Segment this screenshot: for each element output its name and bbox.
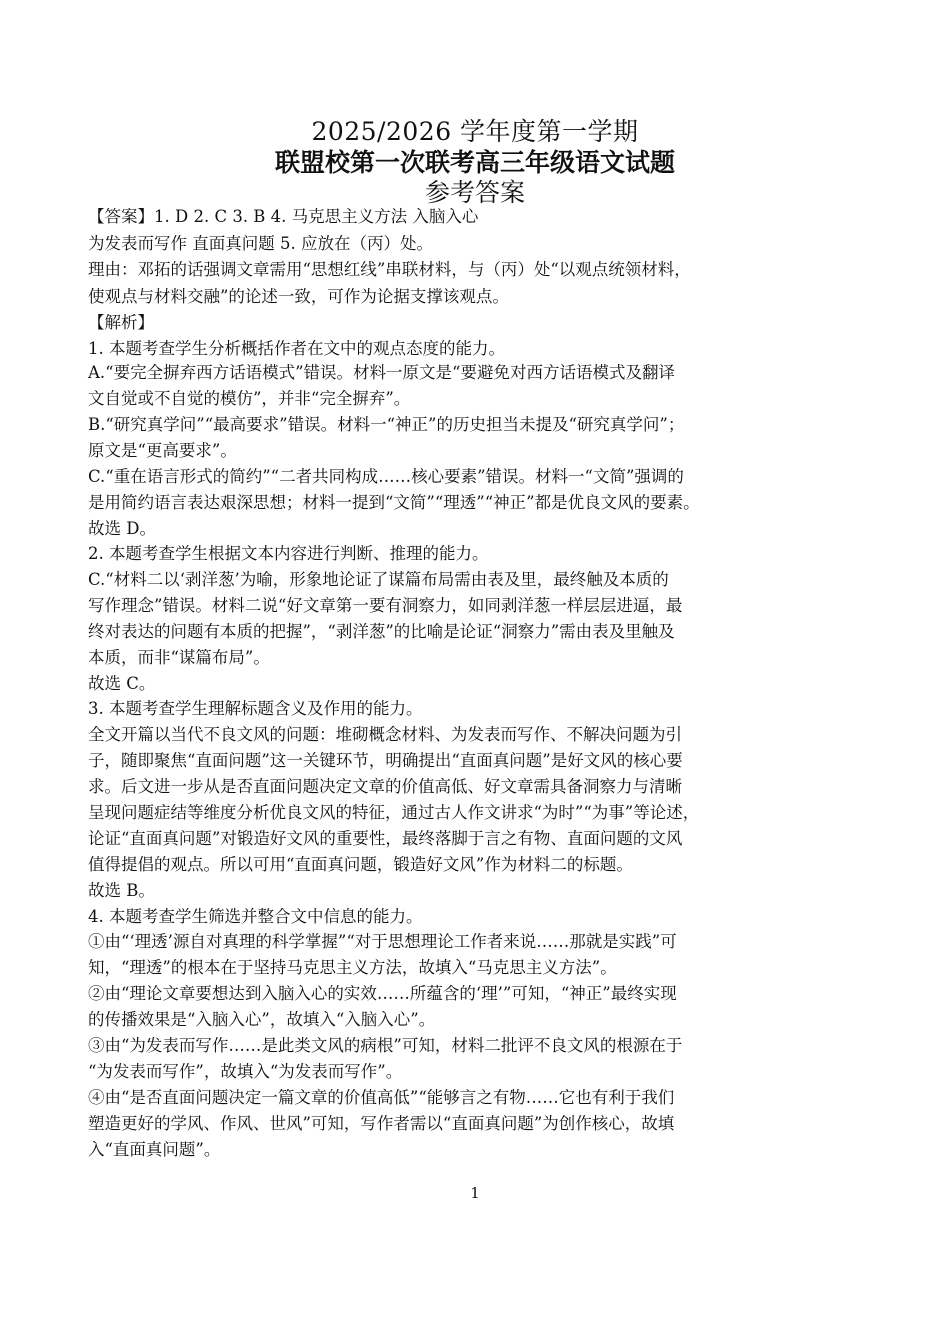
text-line: 原文是“更高要求”。 <box>88 441 237 460</box>
text-line: 【答案】1. D 2. C 3. B 4. 马克思主义方法 入脑入心 <box>88 207 479 226</box>
text-line: 3. 本题考查学生理解标题含义及作用的能力。 <box>88 699 423 718</box>
text-line: 写作理念”错误。材料二说“好文章第一要有洞察力，如同剥洋葱一样层层进逼，最 <box>88 596 683 615</box>
text-line: ④由“是否直面问题决定一篇文章的价值高低”“能够言之有物……它也有利于我们 <box>88 1088 675 1107</box>
text-line: ①由“‘理透’源自对真理的科学掌握”“对于思想理论工作者来说……那就是实践”可 <box>88 932 677 951</box>
text-line: 值得提倡的观点。所以可用“直面真问题，锻造好文风”作为材料二的标题。 <box>88 855 633 874</box>
text-line: ③由“为发表而写作……是此类文风的病根”可知，材料二批评不良文风的根源在于 <box>88 1036 683 1055</box>
exam-title: 联盟校第一次联考高三年级语文试题 <box>274 148 675 177</box>
text-line: 呈现问题症结等维度分析优良文风的特征，通过古人作文讲求“为时”“为事”等论述， <box>88 803 700 822</box>
text-line: A.“要完全摒弃西方话语模式”错误。材料一原文是“要避免对西方话语模式及翻译 <box>88 363 675 382</box>
text-line: 故选 C。 <box>88 674 156 693</box>
text-line: B.“研究真学问”“最高要求”错误。材料一“神正”的历史担当未提及“研究真学问”； <box>88 415 685 434</box>
text-line: 2. 本题考查学生根据文本内容进行判断、推理的能力。 <box>88 544 489 563</box>
text-line: 使观点与材料交融”的论述一致，可作为论据支撑该观点。 <box>88 287 509 306</box>
text-line: 的传播效果是“入脑入心”，故填入“入脑入心”。 <box>88 1010 436 1029</box>
text-line: 【解析】 <box>88 313 154 332</box>
text-line: 1. 本题考查学生分析概括作者在文中的观点态度的能力。 <box>88 339 505 358</box>
text-line: 故选 D。 <box>88 519 156 538</box>
text-line: 子，随即聚焦“直面问题”这一关键环节，明确提出“直面真问题”是好文风的核心要 <box>88 751 683 770</box>
text-line: 塑造更好的学风、作风、世风”可知，写作者需以“直面真问题”为创作核心，故填 <box>88 1114 675 1133</box>
text-line: 求。后文进一步从是否直面问题决定文章的价值高低、好文章需具备洞察力与清晰 <box>88 777 682 796</box>
text-line: 理由：邓拓的话强调文章需用“思想红线”串联材料，与（丙）处“以观点统领材料， <box>88 260 691 279</box>
answer-key-title: 参考答案 <box>424 178 525 207</box>
text-line: C.“材料二以‘剥洋葱’为喻，形象地论证了谋篇布局需由表及里，最终触及本质的 <box>88 570 669 589</box>
text-line: 4. 本题考查学生筛选并整合文中信息的能力。 <box>88 907 423 926</box>
page-number: 1 <box>470 1184 480 1202</box>
text-line: 知，“理透”的根本在于坚持马克思主义方法，故填入“马克思主义方法”。 <box>88 958 617 977</box>
text-line: 入“直面真问题”。 <box>88 1140 221 1159</box>
text-line: 终对表达的问题有本质的把握”，“剥洋葱”的比喻是论证“洞察力”需由表及里触及 <box>88 622 675 641</box>
text-line: 是用简约语言表达艰深思想；材料一提到“文简”“理透”“神正”都是优良文风的要素。 <box>88 493 700 512</box>
text-line: 论证“直面真问题”对锻造好文风的重要性，最终落脚于言之有物、直面问题的文风 <box>88 829 683 848</box>
exam-term: 2025/2026 学年度第一学期 <box>311 117 639 146</box>
text-line: 文自觉或不自觉的模仿”，并非“完全摒弃”。 <box>88 389 411 408</box>
text-line: ②由“理论文章要想达到入脑入心的实效……所蕴含的‘理’”可知，“神正”最终实现 <box>88 984 677 1003</box>
text-line: C.“重在语言形式的简约”“二者共同构成……核心要素”错误。材料一“文简”强调的 <box>88 467 684 486</box>
text-line: 为发表而写作 直面真问题 5. 应放在（丙）处。 <box>88 234 433 253</box>
text-line: 故选 B。 <box>88 881 155 900</box>
text-line: “为发表而写作”，故填入“为发表而写作”。 <box>88 1062 403 1081</box>
text-line: 本质，而非“谋篇布局”。 <box>88 648 270 667</box>
text-line: 全文开篇以当代不良文风的问题：堆砌概念材料、为发表而写作、不解决问题为引 <box>88 725 682 744</box>
